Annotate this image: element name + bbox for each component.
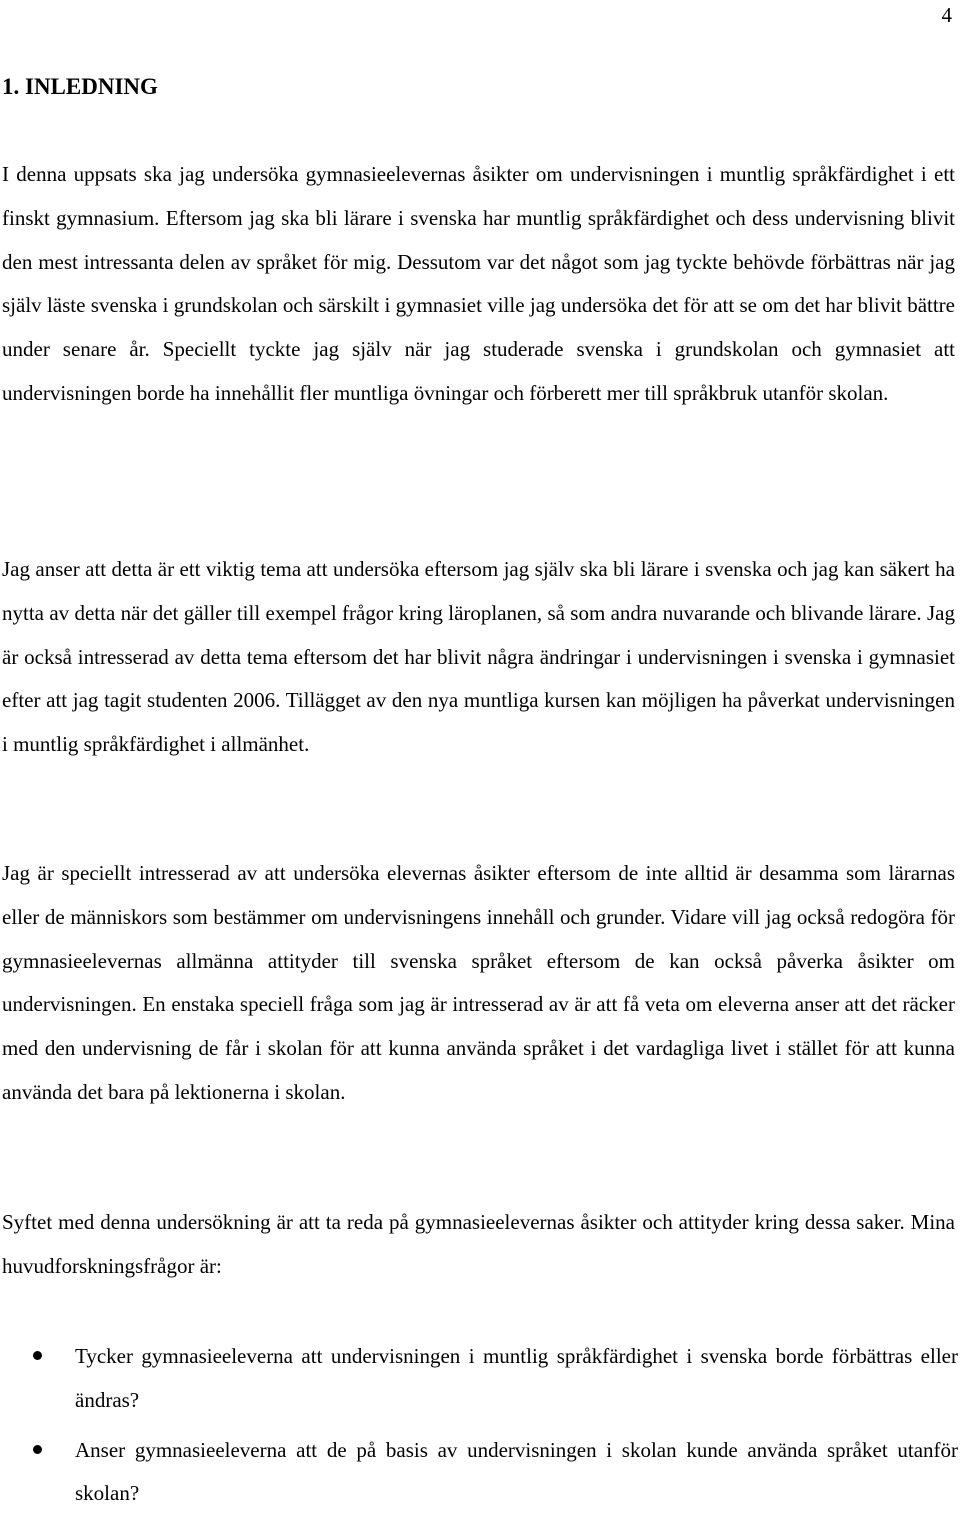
paragraph-purpose: Syftet med denna undersökning är att ta reda på gymnasieelevernas åsikter och attityder kring dessa saker. Mina huvudforskningsfrågor är: — [2, 1210, 955, 1278]
bullet-icon — [33, 1351, 42, 1360]
list-item-text: Anser gymnasieeleverna att de på basis av undervisningen i skolan kunde använda språket utanför skolan? — [75, 1437, 958, 1506]
list-item-text: Tycker gymnasieeleverna att undervisningen i muntlig språkfärdighet i svenska borde förbättras eller ändras? — [75, 1344, 958, 1412]
section-heading: 1. INLEDNING — [2, 74, 158, 99]
page-number: 4 — [941, 3, 952, 27]
paragraph-intro: I denna uppsats ska jag undersöka gymnasieelevernas åsikter om undervisningen i muntlig språkfärdighet i ett finskt gymnasium. Eftersom jag ska bli lärare i svenska har muntlig språkfärdighet och dess undervisning blivit den mest intressanta delen av språket för mig. Dessutom var det något som jag tyckte behövde förbättras när jag själv läste svenska i grundskolan och särskilt i gymnasiet ville jag undersöka det för att se om det har blivit bättre under senare år. Speciellt tyckte jag själv när jag studerade svenska i grundskolan och gymnasiet att undervisningen borde ha innehållit fler muntliga övningar och förberett mer till språkbruk utanför skolan. — [2, 162, 955, 405]
research-questions-list — [0, 1335, 958, 1522]
list-item — [0, 1335, 958, 1423]
bullet-icon — [33, 1445, 42, 1454]
paragraph-interest: Jag är speciellt intresserad av att undersöka elevernas åsikter eftersom de inte alltid är desamma som lärarnas eller de människors som bestämmer om undervisningens innehåll och grunder. Vidare vill jag också redogöra för gymnasieelevernas allmänna attityder till svenska språket eftersom de kan också påverka åsikter om undervisningen. En enstaka speciell fråga som jag är intresserad av är att få veta om eleverna anser att det räcker med den undervisning de får i skolan för att kunna använda språket i det vardagliga livet i stället för att kunna använda det bara på lektionerna i skolan. — [2, 861, 955, 1104]
list-item — [0, 1429, 958, 1517]
paragraph-motivation: Jag anser att detta är ett viktig tema att undersöka eftersom jag själv ska bli lärare i svenska och jag kan säkert ha nytta av detta när det gäller till exempel frågor kring läroplanen, så som andra nuvarande och blivande lärare. Jag är också intresserad av detta tema eftersom det har blivit några ändringar i undervisningen i svenska i gymnasiet efter att jag tagit studenten 2006. Tillägget av den nya muntliga kursen kan möjligen ha påverkat undervisningen i muntlig språkfärdighet i allmänhet. — [2, 557, 955, 757]
